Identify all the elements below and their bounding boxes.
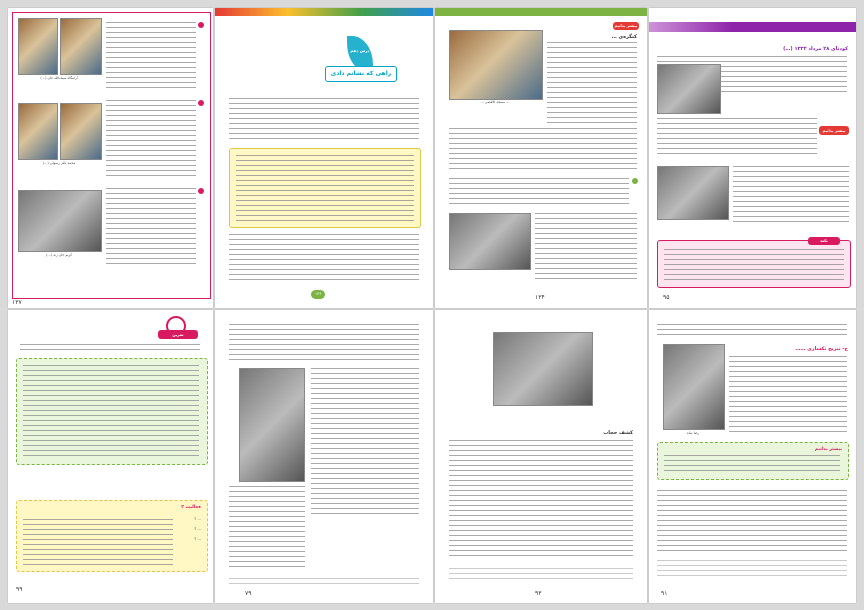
pink-bullet-icon xyxy=(198,100,204,106)
photo-caption: رضا شاه xyxy=(686,431,700,435)
list-items xyxy=(23,365,199,457)
body-text xyxy=(657,490,847,552)
photo-officer xyxy=(239,368,305,482)
yellow-activity-box xyxy=(16,500,208,572)
yellow-highlight-box xyxy=(229,148,421,228)
box-title: بیشتر بدانیم xyxy=(814,447,842,452)
photo-caption xyxy=(493,406,591,410)
page-number: ۱۳۷ xyxy=(12,299,22,306)
photo-portrait-2 xyxy=(18,103,58,160)
text-column-block-3 xyxy=(106,188,196,268)
photo-meeting xyxy=(657,166,729,220)
pink-bullet-icon xyxy=(198,188,204,194)
page-95 xyxy=(649,8,856,308)
caption-1: آرامگاه سیف‌الله خان (…) xyxy=(40,76,78,80)
photo-building xyxy=(60,18,102,75)
top-color-strip xyxy=(215,8,433,16)
text-column-block-2 xyxy=(106,100,196,180)
footnote xyxy=(229,578,419,586)
side-text xyxy=(547,42,637,124)
note-title: نکته xyxy=(808,237,840,245)
photo-reza-shah xyxy=(663,344,725,430)
page-136 xyxy=(215,8,433,308)
page-number: ۱۳۴ xyxy=(535,294,545,301)
activity-heading: فعالیت ۲ xyxy=(181,505,201,510)
section-heading: کودتای ۲۸ مرداد ۱۳۳۲ (…) xyxy=(783,46,848,52)
page-93 xyxy=(435,310,647,603)
body-text-1 xyxy=(449,128,637,173)
footnote xyxy=(657,560,847,580)
page-number: ۷۹ xyxy=(245,590,252,597)
left-text xyxy=(229,486,305,570)
tag-label: بیشتر بدانیم xyxy=(819,126,849,135)
photo-mosaddegh xyxy=(657,64,721,114)
green-info-box xyxy=(657,442,849,480)
photo-portrait-1 xyxy=(18,18,58,75)
top-purple-strip xyxy=(649,22,856,32)
side-text xyxy=(311,368,419,518)
green-bullet-icon xyxy=(632,178,638,184)
activity-text xyxy=(23,519,173,565)
text-column-block-1 xyxy=(106,22,196,92)
page-134 xyxy=(435,8,647,308)
body-text-3 xyxy=(535,213,637,283)
section-heading: کشف حجاب xyxy=(603,430,633,436)
photo-officials xyxy=(493,332,593,406)
caption-3: کریم خان زند (…) xyxy=(46,253,72,257)
body-text-2 xyxy=(657,118,817,158)
body-text xyxy=(229,234,419,282)
intro-text xyxy=(20,344,200,354)
activity-line-2: … ؟ xyxy=(194,527,201,531)
page-number: ۱۳۶ xyxy=(315,291,322,296)
top-text xyxy=(229,324,419,360)
green-list-box xyxy=(16,358,208,465)
intro-text xyxy=(229,98,419,143)
highlight-text xyxy=(236,155,414,221)
chapter-title: راهی که نشانم دادی xyxy=(325,66,397,82)
photo-soldiers xyxy=(449,213,531,270)
activity-line-1: … ؟ xyxy=(194,517,201,521)
photo-aqsa xyxy=(449,30,543,100)
page-91 xyxy=(649,310,856,603)
caption-2: محمد باقر رسولی (…) xyxy=(42,161,76,165)
page-number: ۹۳ xyxy=(535,590,542,597)
body-text xyxy=(449,440,633,560)
photo-caption: … مسجد الاقصی … xyxy=(480,100,510,104)
chapter-number: درس دهم xyxy=(350,48,370,53)
pink-note-box xyxy=(657,240,851,288)
page-number: ۹۱ xyxy=(661,590,668,597)
body-text-2 xyxy=(449,178,629,208)
section-heading: کنگره‌ی … xyxy=(611,34,637,40)
page-137 xyxy=(8,8,213,308)
chapter-banner xyxy=(325,36,395,84)
note-text xyxy=(664,249,844,281)
body-text-3 xyxy=(733,166,849,226)
footnote xyxy=(449,568,633,580)
tag-label: تمرین xyxy=(158,330,198,339)
tag-label: بیشتر بدانیم xyxy=(614,23,638,28)
activity-line-3: … ؟ xyxy=(194,537,201,541)
top-green-strip xyxy=(435,8,647,16)
side-text xyxy=(729,356,847,432)
page-number: ۹۹ xyxy=(16,586,23,593)
page-79 xyxy=(215,310,433,603)
page-activity xyxy=(8,310,213,603)
photo-group xyxy=(18,190,102,252)
top-text xyxy=(657,324,847,338)
photo-statue xyxy=(60,103,102,160)
box-text xyxy=(664,455,840,475)
section-heading: ج- تبریج تکسازی …… xyxy=(795,346,848,352)
pink-bullet-icon xyxy=(198,22,204,28)
page-number: ۹۵ xyxy=(663,294,670,301)
